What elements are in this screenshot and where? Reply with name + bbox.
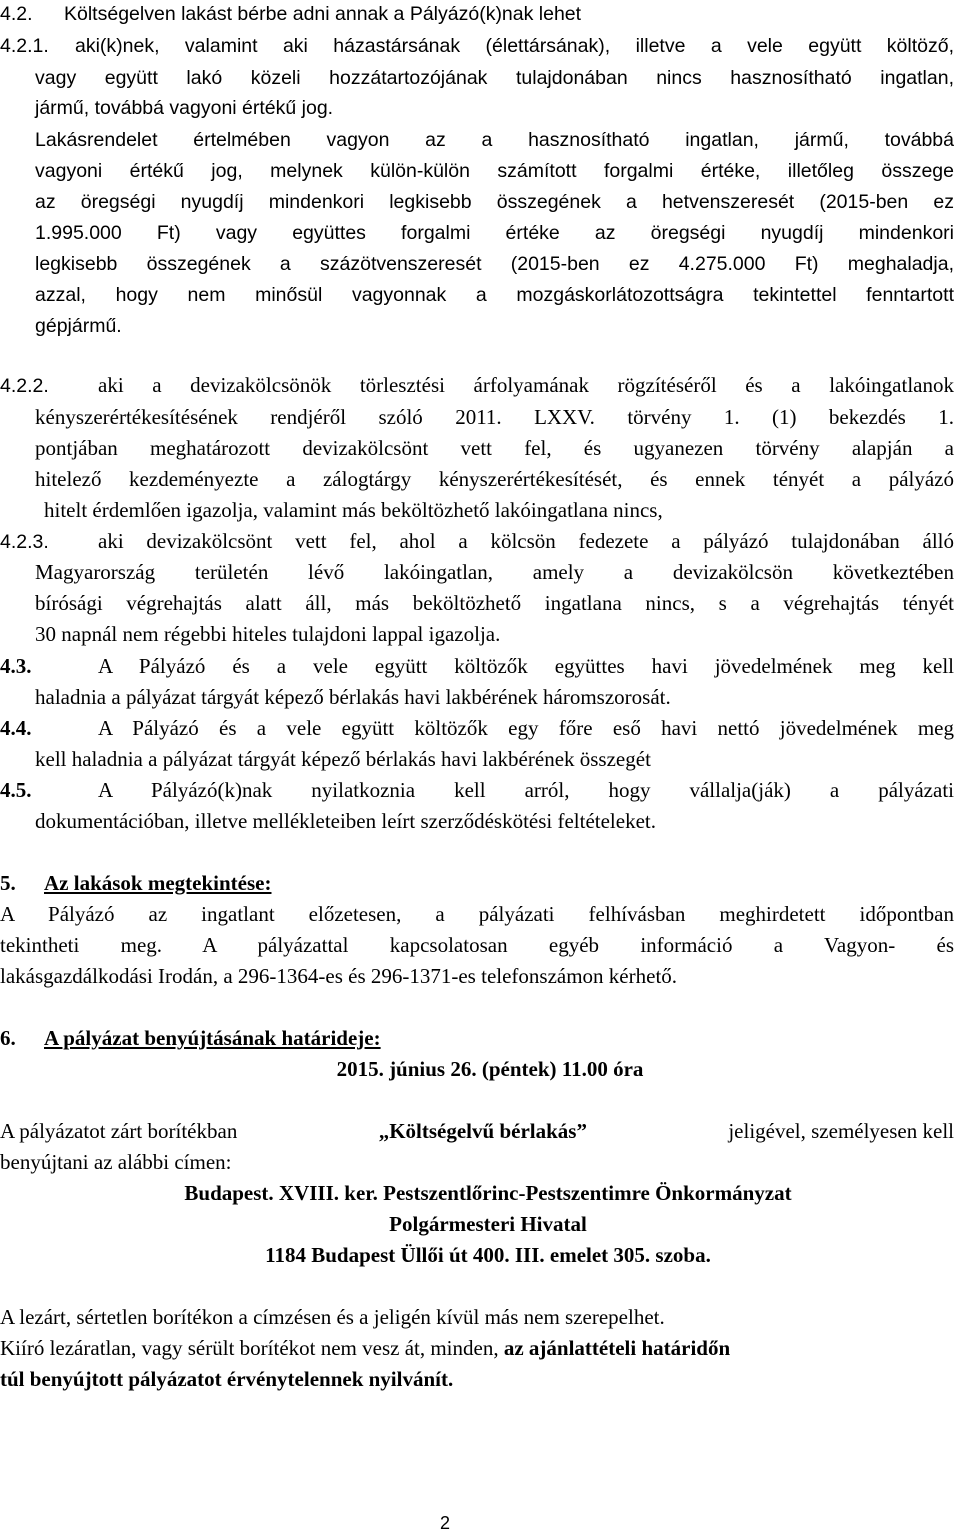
section-4-3-line: haladnia a pályázat tárgyát képező bérlakás havi lakbérének háromszorosát. — [35, 685, 671, 709]
item-4-2-2-line: aki a devizakölcsönök törlesztési árfolyamának rögzítéséről és a lakóingatlanok — [98, 373, 954, 397]
item-4-2-1-line: legkisebb összegének a százötvenszeresét (2015-ben ez 4.275.000 Ft) meghaladja, — [35, 253, 954, 275]
note-text: Kiíró lezáratlan, vagy sérült borítékot nem vesz át, minden, — [0, 1336, 504, 1360]
note-line: A lezárt, sértetlen borítékon a címzésen és a jeligén kívül más nem szerepelhet. — [0, 1305, 665, 1329]
section-6-title: A pályázat benyújtásának határideje: — [44, 1026, 381, 1050]
section-4-2-heading: Költségelven lakást bérbe adni annak a Pályázó(k)nak lehet — [64, 3, 582, 25]
address-line: Budapest. XVIII. ker. Pestszentlőrinc-Pestszentimre Önkormányzat — [184, 1181, 792, 1205]
section-4-2-number: 4.2. — [0, 3, 33, 25]
item-4-2-3-line: aki devizakölcsönt vett fel, ahol a kölcsön fedezete a pályázó tulajdonában álló — [98, 529, 954, 553]
section-5-line: A Pályázó az ingatlant előzetesen, a pályázati felhívásban meghirdetett időpontban — [0, 902, 954, 926]
item-4-2-2-number: 4.2.2. — [0, 375, 49, 397]
section-4-5-line: dokumentációban, illetve mellékleteiben leírt szerződéskötési feltételeket. — [35, 809, 656, 833]
section-6-number: 6. — [0, 1026, 16, 1050]
submit-text: A pályázatot zárt borítékban — [0, 1119, 243, 1143]
section-4-4-line: A Pályázó és a vele együtt költözők egy főre eső havi nettó jövedelmének meg — [98, 716, 954, 740]
item-4-2-1-line: Lakásrendelet értelmében vagyon az a hasznosítható ingatlan, jármű, továbbá — [35, 129, 954, 151]
item-4-2-3-line: 30 napnál nem régebbi hiteles tulajdoni lappal igazolja. — [35, 622, 501, 646]
address-line: Polgármesteri Hivatal — [389, 1212, 587, 1236]
note-emphasis: az ajánlattételi határidőn — [503, 1336, 731, 1360]
section-4-3-number: 4.3. — [0, 654, 32, 678]
item-4-2-1-line: azzal, hogy nem minősül vagyonnak a mozgáskorlátozottságra tekintettel fenntartott — [35, 284, 954, 306]
section-5-line: tekintheti meg. A pályázattal kapcsolatosan egyéb információ a Vagyon- és — [0, 933, 954, 957]
address-line: 1184 Budapest Üllői út 400. III. emelet 305. szoba. — [265, 1243, 711, 1267]
item-4-2-2-line: hitelt érdemlően igazolja, valamint más beköltözhető lakóingatlana nincs, — [44, 498, 663, 522]
submit-line-1 — [0, 1121, 954, 1142]
section-4-5-number: 4.5. — [0, 778, 32, 802]
submit-text: jeligével, személyesen kell — [723, 1119, 954, 1143]
section-5-number: 5. — [0, 871, 16, 895]
item-4-2-1-line: aki(k)nek, valamint aki házastársának (élettársának), illetve a vele együtt költöző, — [75, 35, 954, 57]
item-4-2-1-line: gépjármű. — [35, 315, 122, 337]
item-4-2-3-line: Magyarország területén lévő lakóingatlan, amely a devizakölcsön következtében — [35, 560, 954, 584]
page-number: 2 — [440, 1513, 451, 1533]
envelope-label: „Költségelvű bérlakás” — [378, 1119, 587, 1143]
item-4-2-1-line: jármű, továbbá vagyoni értékű jog. — [35, 97, 334, 119]
section-5-line: lakásgazdálkodási Irodán, a 296-1364-es és 296-1371-es telefonszámon kérhető. — [0, 964, 678, 988]
section-5-title: Az lakások megtekintése: — [44, 871, 272, 895]
item-4-2-2-line: kényszerértékesítésének rendjéről szóló 2011. LXXV. törvény 1. (1) bekezdés 1. — [35, 405, 954, 429]
section-4-4-number: 4.4. — [0, 716, 32, 740]
section-4-3-line: A Pályázó és a vele együtt költözők együttes havi jövedelmének meg kell — [98, 654, 954, 678]
item-4-2-1-line: az öregségi nyugdíj mindenkori legkisebb összegének a hetvenszeresét (2015-ben ez — [35, 191, 954, 213]
item-4-2-2-line: pontjában meghatározott devizakölcsönt vett fel, és ugyanezen törvény alapján a — [35, 436, 954, 460]
item-4-2-2-line: hitelező kezdeményezte a zálogtárgy kényszerértékesítését, és ennek tényét a pályázó — [35, 467, 954, 491]
item-4-2-1-number: 4.2.1. — [0, 35, 49, 57]
item-4-2-1-line: vagyoni értékű jog, melynek külön-külön számított forgalmi értéke, illetőleg összege — [35, 160, 954, 182]
section-4-5-line: A Pályázó(k)nak nyilatkoznia kell arról, hogy vállalja(ják) a pályázati — [98, 778, 954, 802]
section-4-4-line: kell haladnia a pályázat tárgyát képező bérlakás havi lakbérének összegét — [35, 747, 651, 771]
item-4-2-3-number: 4.2.3. — [0, 531, 49, 553]
submit-line-2: benyújtani az alábbi címen: — [0, 1150, 232, 1174]
item-4-2-3-line: bírósági végrehajtás alatt áll, más beköltözhető ingatlana nincs, s a végrehajtás tényét — [35, 591, 954, 615]
note-emphasis: túl benyújtott pályázatot érvénytelennek nyilvánít. — [0, 1367, 454, 1391]
item-4-2-1-line: 1.995.000 Ft) vagy együttes forgalmi értéke az öregségi nyugdíj mindenkori — [35, 222, 954, 244]
item-4-2-1-line: vagy együtt lakó közeli hozzátartozójának tulajdonában nincs hasznosítható ingatlan, — [35, 67, 954, 89]
deadline: 2015. június 26. (péntek) 11.00 óra — [336, 1057, 644, 1081]
note-line — [0, 1338, 730, 1359]
